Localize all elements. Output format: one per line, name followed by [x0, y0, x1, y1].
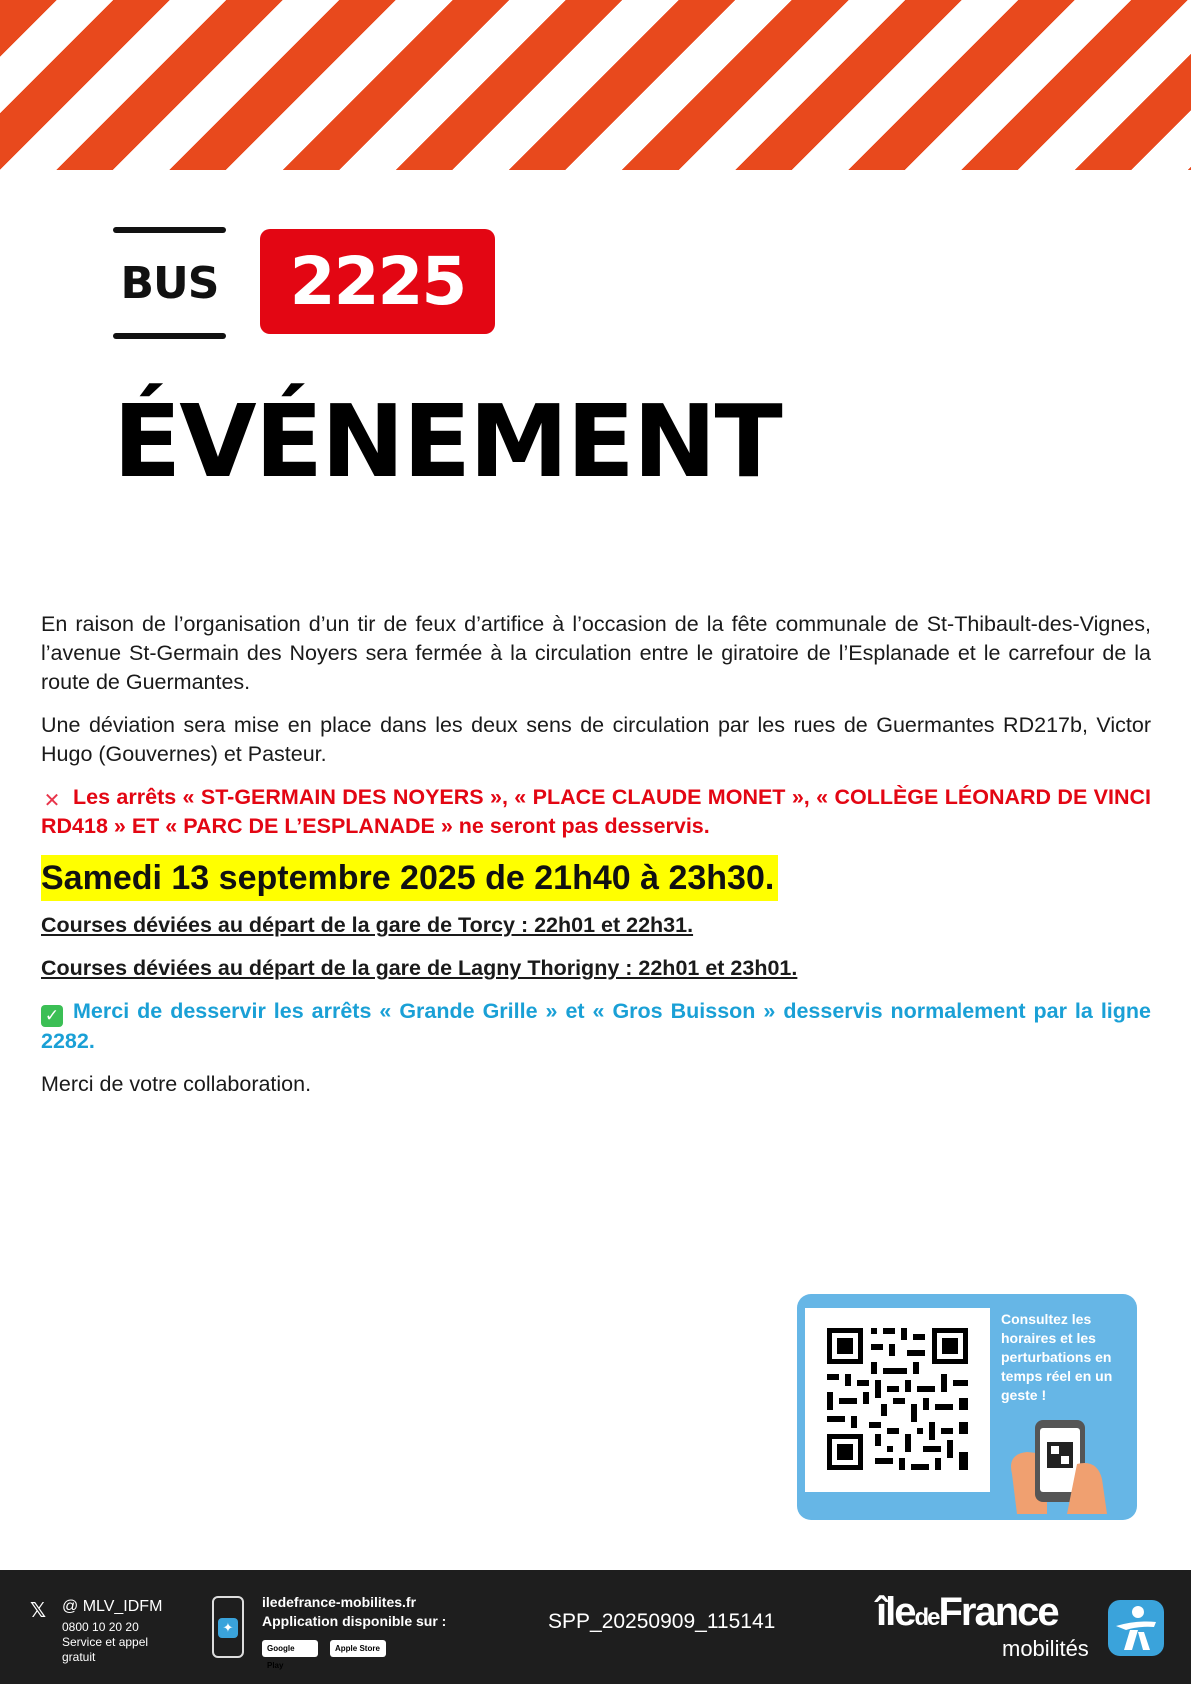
- footer: [0, 1570, 1191, 1684]
- logo-part-ile: île: [876, 1590, 915, 1634]
- paragraph-closure: En raison de l’organisation d’un tir de feux d’artifice à l’occasion de la fête communale de St-Thibault-des-Vignes, l’avenue St-Germain des Noyers sera fermée à la circulation entre le giratoire de l’Esplanade et le carrefour de la route de Guermantes.: [41, 612, 1151, 694]
- google-play-badge[interactable]: Google Play: [262, 1640, 318, 1657]
- app-icon: ✦: [218, 1618, 238, 1638]
- reference-code: SPP_20250909_115141: [548, 1610, 776, 1633]
- paragraph-detour: Une déviation sera mise en place dans les deux sens de circulation par les rues de Guermantes RD217b, Victor Hugo (Gouvernes) et Pasteur.: [41, 713, 1151, 766]
- hazard-stripes-banner: [0, 0, 1191, 170]
- app-available-text: Application disponible sur :: [262, 1613, 447, 1629]
- alert-stops-not-served: [41, 783, 1151, 841]
- brand-logo-subtext: mobilités: [1002, 1636, 1089, 1661]
- ok-stops-served: [41, 997, 1151, 1056]
- notice-content: [41, 610, 1151, 1113]
- course-lagny: Courses déviées au départ de la gare de Lagny Thorigny : 22h01 et 23h01.: [41, 956, 798, 980]
- closing-text: Merci de votre collaboration.: [41, 1072, 312, 1096]
- qr-info-card: [797, 1294, 1137, 1520]
- social-handle[interactable]: @ MLV_IDFM: [62, 1598, 163, 1615]
- qr-card-text: Consultez les horaires et les perturbations en temps réel en un geste !: [1001, 1311, 1113, 1403]
- phone-number: 0800 10 20 20: [62, 1620, 139, 1634]
- line-number-badge: 2225: [260, 229, 495, 334]
- cross-mark-icon: ✕: [43, 790, 61, 812]
- qr-code-icon: [805, 1308, 990, 1492]
- idfm-logo-icon: [1108, 1600, 1164, 1656]
- event-date-highlight: Samedi 13 septembre 2025 de 21h40 à 23h30.: [41, 855, 778, 901]
- page-title: ÉVÉNEMENT: [113, 383, 781, 500]
- alert-text: Les arrêts « ST-GERMAIN DES NOYERS », « PLACE CLAUDE MONET », « COLLÈGE LÉONARD DE VINCI RD418 » ET « PARC DE L’ESPLANADE » ne seront pas desservis.: [41, 785, 1151, 838]
- app-store-badge[interactable]: Apple Store: [330, 1640, 386, 1657]
- website-link[interactable]: iledefrance-mobilites.fr: [262, 1594, 417, 1610]
- smartphone-icon: [212, 1596, 244, 1658]
- check-mark-icon: ✓: [41, 1005, 63, 1027]
- brand-logo-text: [876, 1590, 1058, 1635]
- course-torcy: Courses déviées au départ de la gare de Torcy : 22h01 et 22h31.: [41, 913, 694, 937]
- logo-part-france: France: [938, 1590, 1058, 1634]
- qr-code[interactable]: [805, 1308, 990, 1492]
- phone-note: Service et appel gratuit: [62, 1635, 149, 1664]
- x-logo-icon[interactable]: 𝕏: [30, 1600, 47, 1622]
- transport-mode-label: BUS: [113, 227, 226, 339]
- logo-part-de: de: [914, 1604, 939, 1631]
- hand-phone-icon: [1007, 1414, 1127, 1514]
- ok-text: Merci de desservir les arrêts « Grande Grille » et « Gros Buisson » desservis normalement par la ligne 2282.: [41, 999, 1151, 1053]
